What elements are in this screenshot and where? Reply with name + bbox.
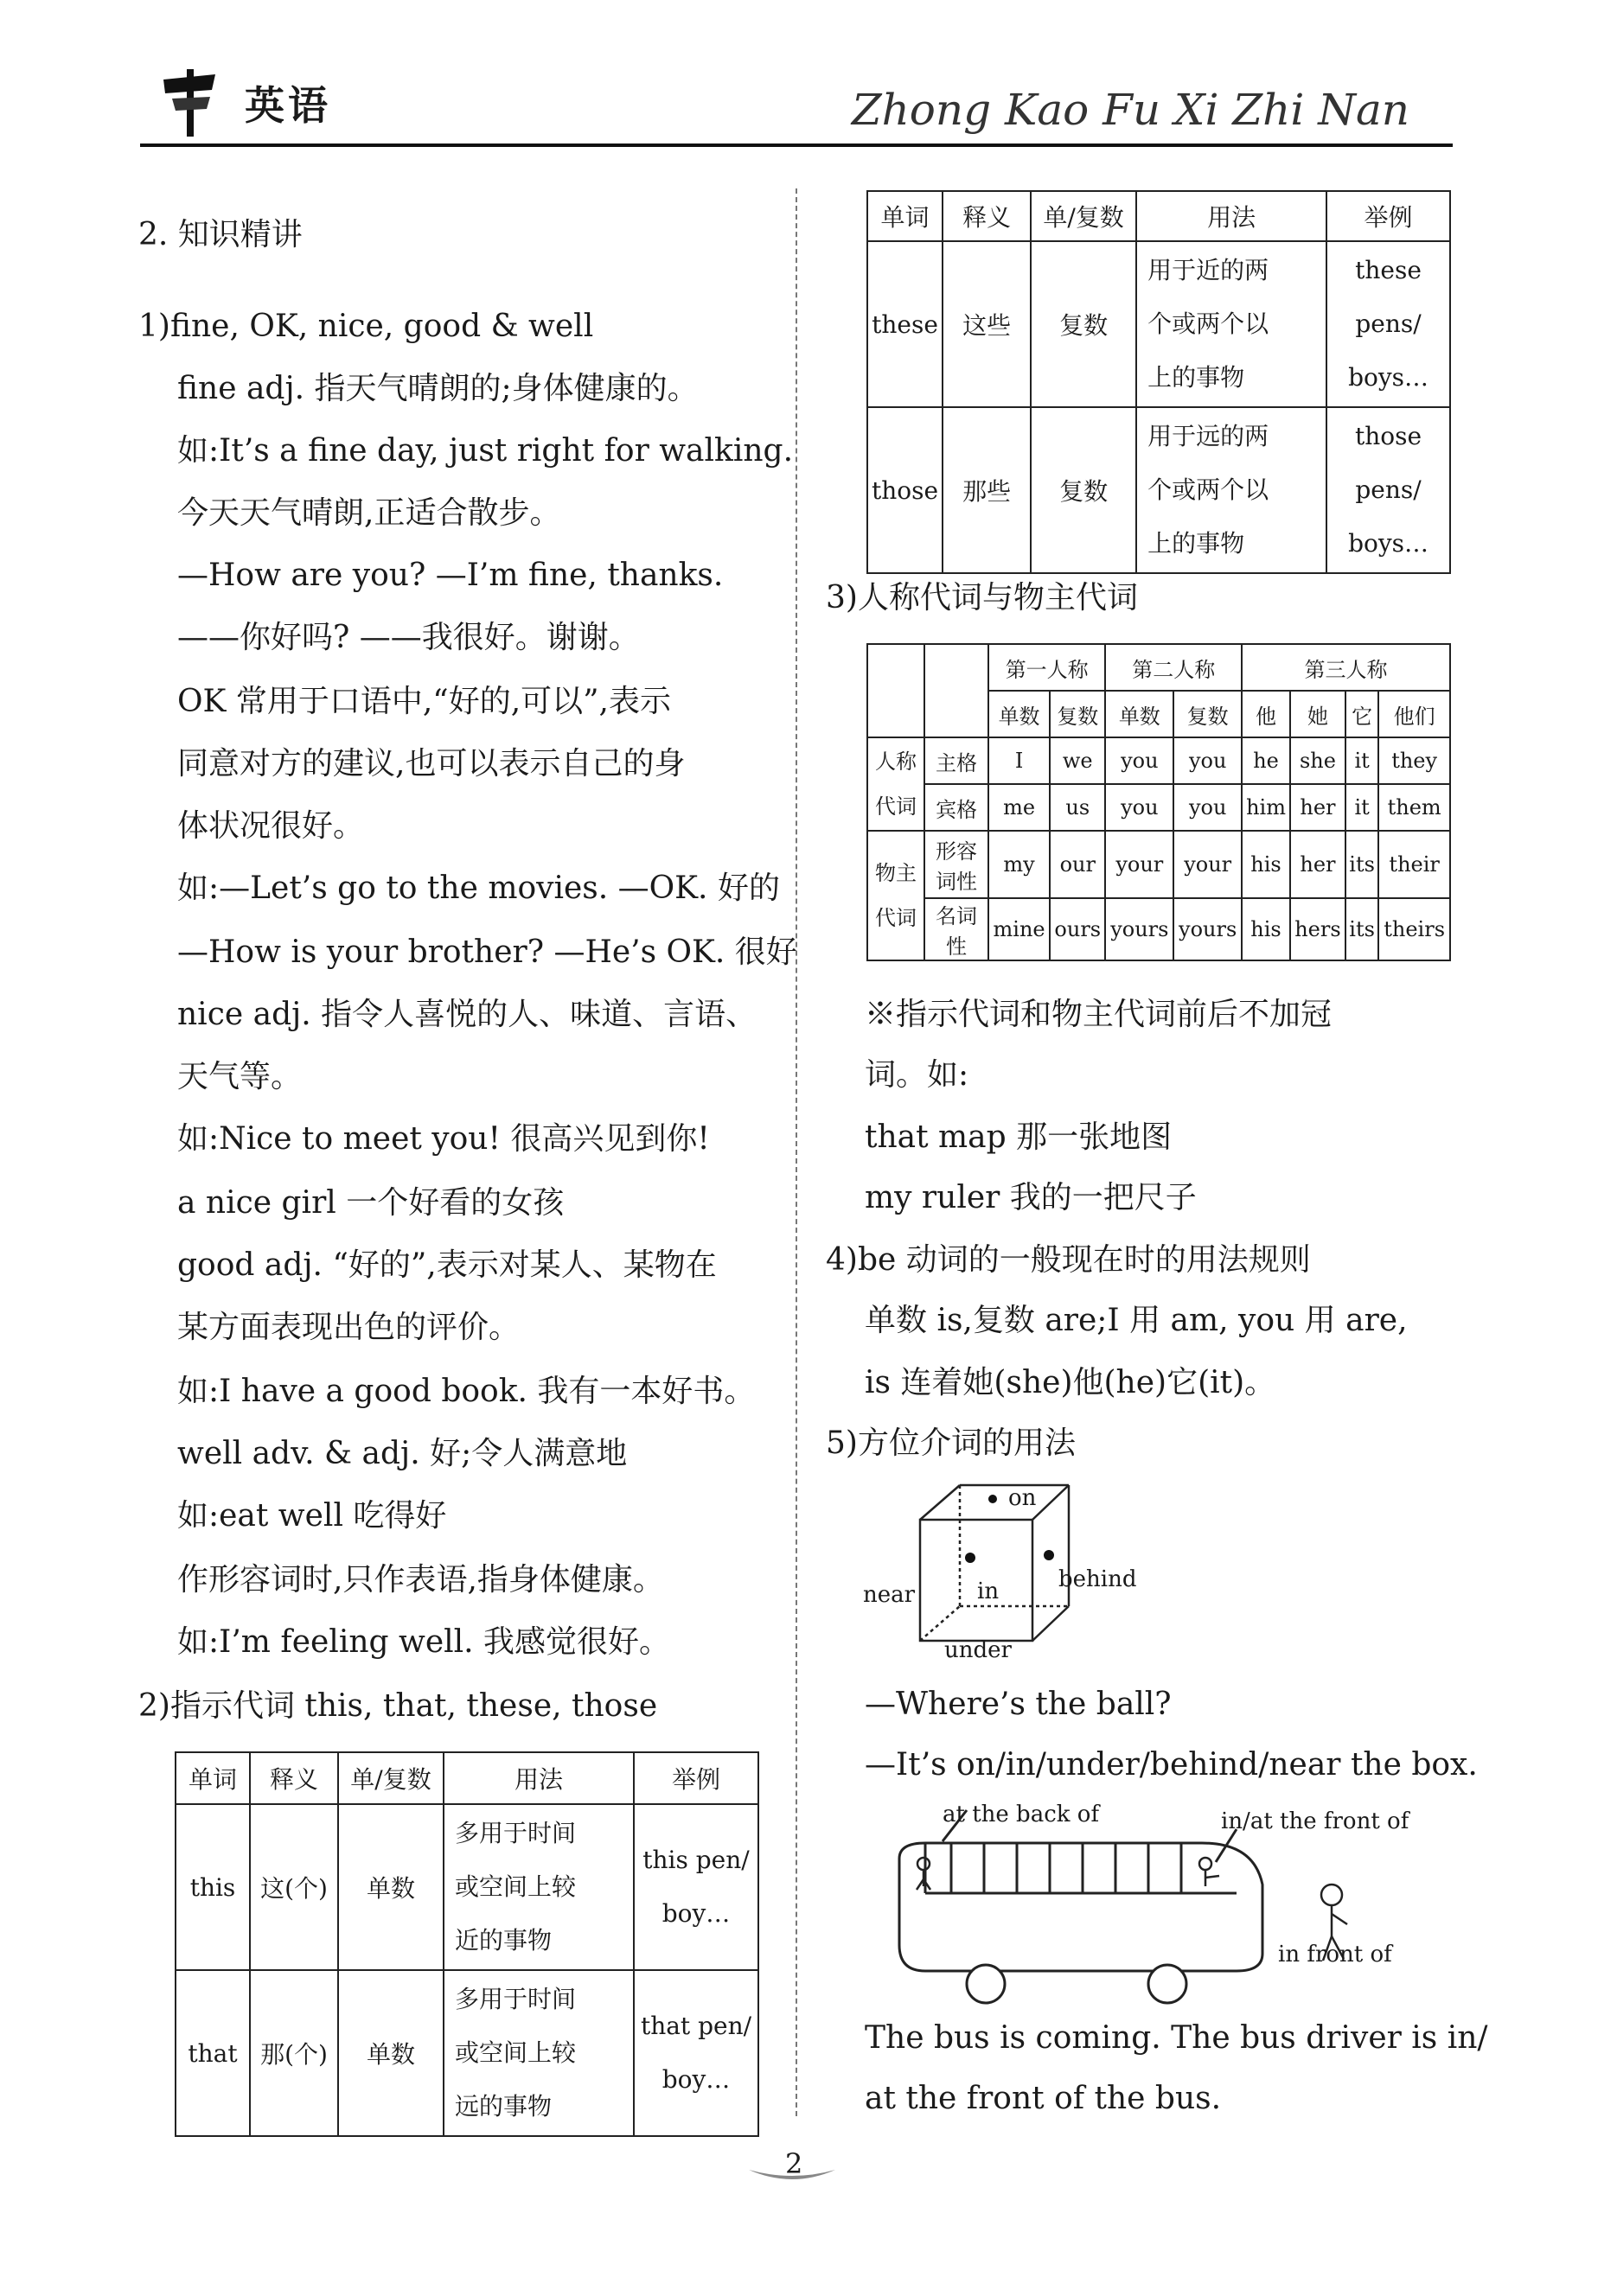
cell-number: 复数 [1031, 407, 1136, 573]
label-behind: behind [1058, 1566, 1137, 1592]
table-cell: my [988, 831, 1050, 898]
table-row [867, 784, 1450, 831]
column-divider [796, 188, 797, 2116]
cell-example: these pens/ boys… [1326, 241, 1450, 407]
header-series: Zhong Kao Fu Xi Zhi Nan [851, 85, 1409, 135]
table-cell: she [1290, 737, 1345, 784]
sub-header: 单数 [1105, 691, 1173, 737]
table-row [867, 737, 1450, 784]
heading-3: 3)人称代词与物主代词 [826, 580, 1138, 615]
left-line: 如:It’s a fine day, just right for walking. [177, 433, 794, 469]
cell-usage: 用于近的两 个或两个以 上的事物 [1136, 241, 1326, 407]
cell-meaning: 这(个) [250, 1804, 338, 1970]
cell-example: those pens/ boys… [1326, 407, 1450, 573]
table-cell: your [1173, 831, 1242, 898]
left-line: —How is your brother? —He’s OK. 很好 [177, 934, 797, 970]
cell-word: these [867, 241, 943, 407]
table-cell: ours [1050, 898, 1105, 960]
bus-diagram [891, 1807, 1427, 2006]
signpost-logo-icon [160, 66, 220, 138]
left-line: OK 常用于口语中,“好的,可以”,表示 [177, 684, 671, 719]
table-cell: our [1050, 831, 1105, 898]
left-line: 今天天气晴朗,正适合散步。 [177, 495, 561, 531]
row-label: 宾格 [924, 784, 988, 831]
table-row [176, 1804, 758, 1970]
table-cell: theirs [1378, 898, 1450, 960]
table-row [867, 831, 1450, 898]
left-line: 如:eat well 吃得好 [177, 1498, 447, 1534]
table-cell: their [1378, 831, 1450, 898]
section-title: 2. 知识精讲 [138, 217, 303, 252]
left-line: good adj. “好的”,表示对某人、某物在 [177, 1247, 717, 1283]
left-line: 如:I have a good book. 我有一本好书。 [177, 1374, 756, 1409]
ball-on-icon [988, 1495, 997, 1503]
cell-usage: 多用于时间 或空间上较 远的事物 [444, 1970, 634, 2136]
cell-meaning: 那些 [943, 407, 1031, 573]
left-line: 作形容词时,只作表语,指身体健康。 [177, 1562, 664, 1598]
table-cell: we [1050, 737, 1105, 784]
cell-number: 单数 [338, 1804, 444, 1970]
sub-header: 她 [1290, 691, 1345, 737]
be-line: is 连着她(she)他(he)它(it)。 [865, 1365, 1276, 1400]
sub-header: 他 [1242, 691, 1290, 737]
note-line: 词。如: [865, 1057, 969, 1093]
cell-number: 单数 [338, 1970, 444, 2136]
person-back-icon [917, 1858, 930, 1890]
table-header: 单/复数 [1031, 191, 1136, 241]
table-cell: yours [1173, 898, 1242, 960]
pronoun-table [866, 643, 1451, 961]
cell-word: those [867, 407, 943, 573]
final-line: The bus is coming. The bus driver is in/ [865, 2020, 1488, 2056]
left-line: 某方面表现出色的评价。 [177, 1310, 521, 1345]
ball-behind-icon [1043, 1549, 1055, 1561]
table-cell: its [1345, 898, 1378, 960]
left-line: —How are you? —I’m fine, thanks. [177, 558, 724, 593]
table-row [867, 407, 1450, 573]
left-line: well adv. & adj. 好;令人满意地 [177, 1436, 628, 1471]
row-label: 名词性 [924, 898, 988, 960]
table-cell: I [988, 737, 1050, 784]
sub-header: 它 [1345, 691, 1378, 737]
note-line: ※指示代词和物主代词前后不加冠 [865, 997, 1333, 1032]
cell-meaning: 这些 [943, 241, 1031, 407]
note-line: that map 那一张地图 [865, 1119, 1173, 1155]
table-cell: them [1378, 784, 1450, 831]
table-cell: his [1242, 831, 1290, 898]
table-header: 单词 [867, 191, 943, 241]
table-row [867, 241, 1450, 407]
group-header: 第三人称 [1242, 644, 1450, 691]
table-cell: hers [1290, 898, 1345, 960]
cell-word: this [176, 1804, 250, 1970]
sub-header: 他们 [1378, 691, 1450, 737]
table-cell: you [1173, 784, 1242, 831]
label-at-back: at the back of [943, 1802, 1100, 1827]
table-cell: us [1050, 784, 1105, 831]
table-header: 单/复数 [338, 1752, 444, 1804]
left-line: 如:Nice to meet you! 很高兴见到你! [177, 1121, 710, 1157]
question-line: —Where’s the ball? [865, 1687, 1172, 1722]
table-cell: his [1242, 898, 1290, 960]
group-header: 第二人称 [1105, 644, 1242, 691]
table-header: 用法 [444, 1752, 634, 1804]
label-on: on [1008, 1485, 1037, 1511]
table-header: 释义 [250, 1752, 338, 1804]
cell-meaning: 那(个) [250, 1970, 338, 2136]
row-group-label: 人称 代词 [867, 737, 924, 831]
table-header: 用法 [1136, 191, 1326, 241]
row-label: 形容词性 [924, 831, 988, 898]
left-line: 天气等。 [177, 1059, 303, 1094]
table-cell: her [1290, 784, 1345, 831]
left-line: 2)指示代词 this, that, these, those [138, 1688, 658, 1724]
cell-example: that pen/ boy… [634, 1970, 758, 2136]
table-cell: it [1345, 784, 1378, 831]
label-under: under [944, 1637, 1012, 1663]
left-line: 同意对方的建议,也可以表示自己的身 [177, 746, 686, 781]
group-header: 第一人称 [988, 644, 1105, 691]
cell-number: 复数 [1031, 241, 1136, 407]
left-line: 1)fine, OK, nice, good & well [138, 309, 594, 344]
left-line: a nice girl 一个好看的女孩 [177, 1185, 565, 1221]
page-number: 2 [785, 2147, 803, 2180]
heading-4: 4)be 动词的一般现在时的用法规则 [826, 1242, 1311, 1278]
table-cell: him [1242, 784, 1290, 831]
bus-body [899, 1843, 1262, 1971]
table-cell: they [1378, 737, 1450, 784]
heading-5: 5)方位介词的用法 [826, 1425, 1076, 1461]
left-line: 如:I’m feeling well. 我感觉很好。 [177, 1624, 671, 1660]
left-line: nice adj. 指令人喜悦的人、味道、言语、 [177, 997, 757, 1032]
table-cell: mine [988, 898, 1050, 960]
table-cell: your [1105, 831, 1173, 898]
box-diagram [917, 1482, 1072, 1646]
note-line: my ruler 我的一把尺子 [865, 1180, 1197, 1215]
left-line: 如:—Let’s go to the movies. —OK. 好的 [177, 871, 780, 906]
table-row [176, 1970, 758, 2136]
ball-in-icon [965, 1553, 975, 1563]
label-near: near [863, 1582, 916, 1608]
answer-line: —It’s on/in/under/behind/near the box. [865, 1747, 1478, 1783]
table-cell: he [1242, 737, 1290, 784]
cell-word: that [176, 1970, 250, 2136]
header-subject: 英语 [245, 82, 331, 129]
cell-usage: 用于远的两 个或两个以 上的事物 [1136, 407, 1326, 573]
demonstrative-table-right [866, 190, 1451, 574]
table-header: 单词 [176, 1752, 250, 1804]
row-group-label: 物主 代词 [867, 831, 924, 960]
cell-usage: 多用于时间 或空间上较 近的事物 [444, 1804, 634, 1970]
label-in-front: in front of [1278, 1942, 1392, 1968]
left-line: 体状况很好。 [177, 808, 365, 844]
row-label: 主格 [924, 737, 988, 784]
table-cell: yours [1105, 898, 1173, 960]
table-cell: it [1345, 737, 1378, 784]
left-line: ——你好吗? ——我很好。谢谢。 [177, 620, 640, 655]
table-cell: me [988, 784, 1050, 831]
label-in-at-front: in/at the front of [1221, 1808, 1409, 1834]
table-cell: its [1345, 831, 1378, 898]
be-line: 单数 is,复数 are;I 用 am, you 用 are, [865, 1303, 1408, 1338]
sub-header: 复数 [1050, 691, 1105, 737]
table-header: 举例 [634, 1752, 758, 1804]
table-header: 释义 [943, 191, 1031, 241]
table-cell: you [1173, 737, 1242, 784]
header-rule [140, 144, 1453, 147]
table-cell: you [1105, 737, 1173, 784]
final-line: at the front of the bus. [865, 2081, 1222, 2116]
table-cell: you [1105, 784, 1173, 831]
table-row [867, 898, 1450, 960]
sub-header: 复数 [1173, 691, 1242, 737]
left-line: fine adj. 指天气晴朗的;身体健康的。 [177, 371, 699, 406]
sub-header: 单数 [988, 691, 1050, 737]
table-header: 举例 [1326, 191, 1450, 241]
table-cell: her [1290, 831, 1345, 898]
demonstrative-table-left [175, 1751, 759, 2137]
cell-example: this pen/ boy… [634, 1804, 758, 1970]
label-in: in [977, 1578, 1000, 1604]
